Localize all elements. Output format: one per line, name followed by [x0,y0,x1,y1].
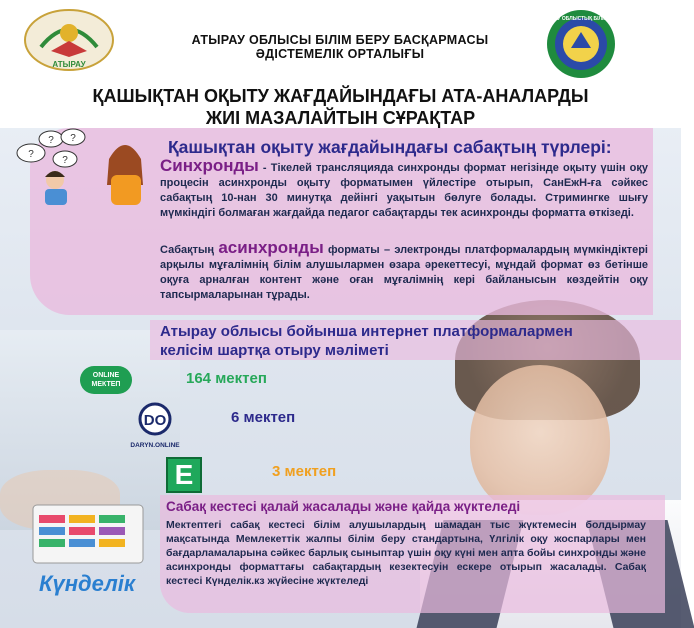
daryn-online-count: 6 мектеп [231,409,296,426]
org-line-2: ӘДІСТЕМЕЛІК ОРТАЛЫҒЫ [255,47,425,61]
sync-term: Синхронды [160,156,259,175]
logo-right [539,8,623,80]
title-line-1: ҚАШЫҚТАН ОҚЫТУ ЖАҒДАЙЫНДАҒЫ АТА-АНАЛАРДЫ [92,86,589,106]
online-logo-text-1: ONLINE [92,372,120,379]
title-line-2: ЖИІ МАЗАЛАЙТЫН СҰРАҚТАР [205,108,476,128]
e-platform-logo [166,457,202,493]
org-line-1: АТЫРАУ ОБЛЫСЫ БІЛІМ БЕРУ БАСҚАРМАСЫ [191,33,489,47]
kundelik-logo-text: Күнделік [38,571,136,596]
daryn-online-logo [130,402,180,454]
logo-left-text: АТЫРАУ [52,60,86,69]
online-logo-text-2: МЕКТЕП [91,381,121,388]
async-term: асинхронды [218,238,324,257]
lesson-types-title: Қашықтан оқыту жағдайындағы сабақтың түрлері: [168,137,612,157]
online-mektep-count: 164 мектеп [186,370,267,387]
sync-paragraph [160,158,648,221]
header [0,0,681,128]
page-title [60,85,621,129]
logo-left [20,6,118,74]
e-logo-letter: E [174,459,194,490]
svg-text:?: ? [62,155,68,166]
logo-right-text: АТЫРАУ ОБЛЫСТЫҚ БІЛІМ БЕРУ [539,16,623,22]
child-face [470,365,610,515]
e-platform-count: 3 мектеп [272,463,337,480]
sync-text: - Тікелей трансляцияда синхронды формат негізінде оқыту үшін оқу процесін асинхронды оқыту форматымен үйлестіре отырып, СанЕжН-ға сәйкес сабақтың 10-нан 30 минутқа дейінгі уақытын бөлуге болады. Стримингке шығу мүмкіндігі болмаған жағдайда педагог сабақтарды тек асинхронды форматта өткізеді. [160,162,648,219]
parent-child-illustration [5,125,165,205]
async-text: форматы – электронды платформалардың мүмкіндіктері арқылы мұғалімнің білім алушылармен өзара әрекеттесуі, мұндай формат өз бетінше оқуға арналған контент және оған мұғалімнің кері байланысын көздейтін оқу тапсырмаларынан тұрады. [160,244,648,301]
online-mektep-logo [80,366,132,394]
daryn-logo-text-2: DARYN.ONLINE [130,442,180,449]
schedule-paragraph: Мектептегі сабақ кестесі білім алушылардың шамадан тыс жүктемесін болдырмау мақсатында Мемлекеттік жалпы білім беру стандартына, Үлгілік оқу жоспарлары мен бағдарламаларына сәйкес барлық сыныптар үшін оқу күні мен апта бойы синхронды және асинхронды форматтағы сабақтардың кезектесуін ескере отырып жасалады. Сабақ кестесі Күнделік.кз жүйесіне жүктеледі [166,519,646,587]
svg-text:?: ? [28,149,34,160]
organization-name [150,33,530,61]
kundelik-logo [15,503,160,603]
svg-text:?: ? [48,135,54,146]
svg-text:?: ? [70,133,76,144]
daryn-logo-text-1: DO [143,412,167,429]
schedule-title: Сабақ кестесі қалай жасалады және қайда жүктеледі [166,499,521,514]
async-prefix: Сабақтың [160,244,219,256]
platforms-title: Атырау облысы бойынша интернет платформалармен келісім шартқа отыру мәліметі [160,323,573,359]
async-paragraph [160,240,648,303]
